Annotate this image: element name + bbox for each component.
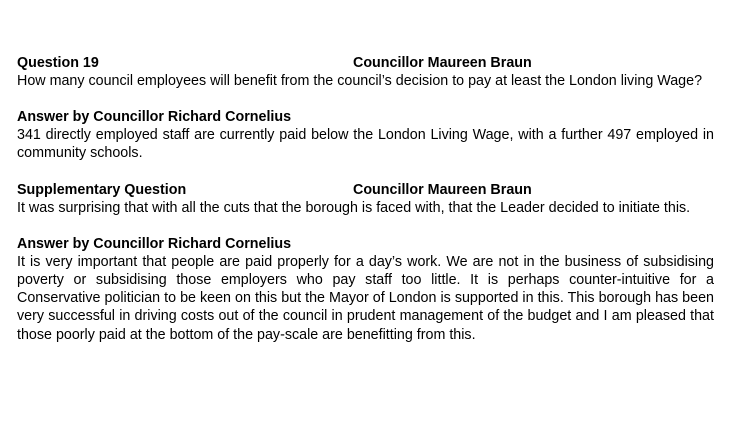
supplementary-question-block	[17, 181, 714, 217]
supplementary-answer-text: It is very important that people are paid properly for a day’s work. We are not in the business of subsidising poverty or subsidising those employers who pay staff too little. It is perhaps counter-intuitive for a Conservative politician to be keen on this but the Mayor of London is supported in this. This borough has been very successful in driving costs out of the council in prudent management of the budget and I am pleased that those poorly paid at the bottom of the pay-scale are benefitting from this.	[17, 253, 714, 343]
document-page	[17, 54, 714, 344]
supplementary-text: It was surprising that with all the cuts that the borough is faced with, that the Leader decided to initiate this.	[17, 199, 691, 216]
question-text: How many council employees will benefit from the council’s decision to pay at least the London living Wage?	[17, 73, 703, 89]
answer-block	[17, 108, 714, 162]
spacer	[17, 217, 714, 235]
supplementary-councillor: Councillor Maureen Braun	[353, 181, 532, 198]
supplementary-heading	[17, 181, 714, 199]
answer-heading: Answer by Councillor Richard Cornelius	[17, 109, 292, 126]
spacer	[17, 163, 714, 181]
question-heading	[17, 54, 714, 72]
supplementary-answer-heading: Answer by Councillor Richard Cornelius	[17, 235, 292, 252]
question-19-block	[17, 54, 714, 90]
answer-text: 341 directly employed staff are currently paid below the London Living Wage, with a further 497 employed in community schools.	[17, 127, 714, 162]
question-label: Question 19	[17, 55, 99, 71]
question-councillor: Councillor Maureen Braun	[353, 55, 532, 71]
supplementary-answer-block	[17, 235, 714, 344]
supplementary-label: Supplementary Question	[17, 181, 187, 198]
spacer	[17, 90, 714, 108]
